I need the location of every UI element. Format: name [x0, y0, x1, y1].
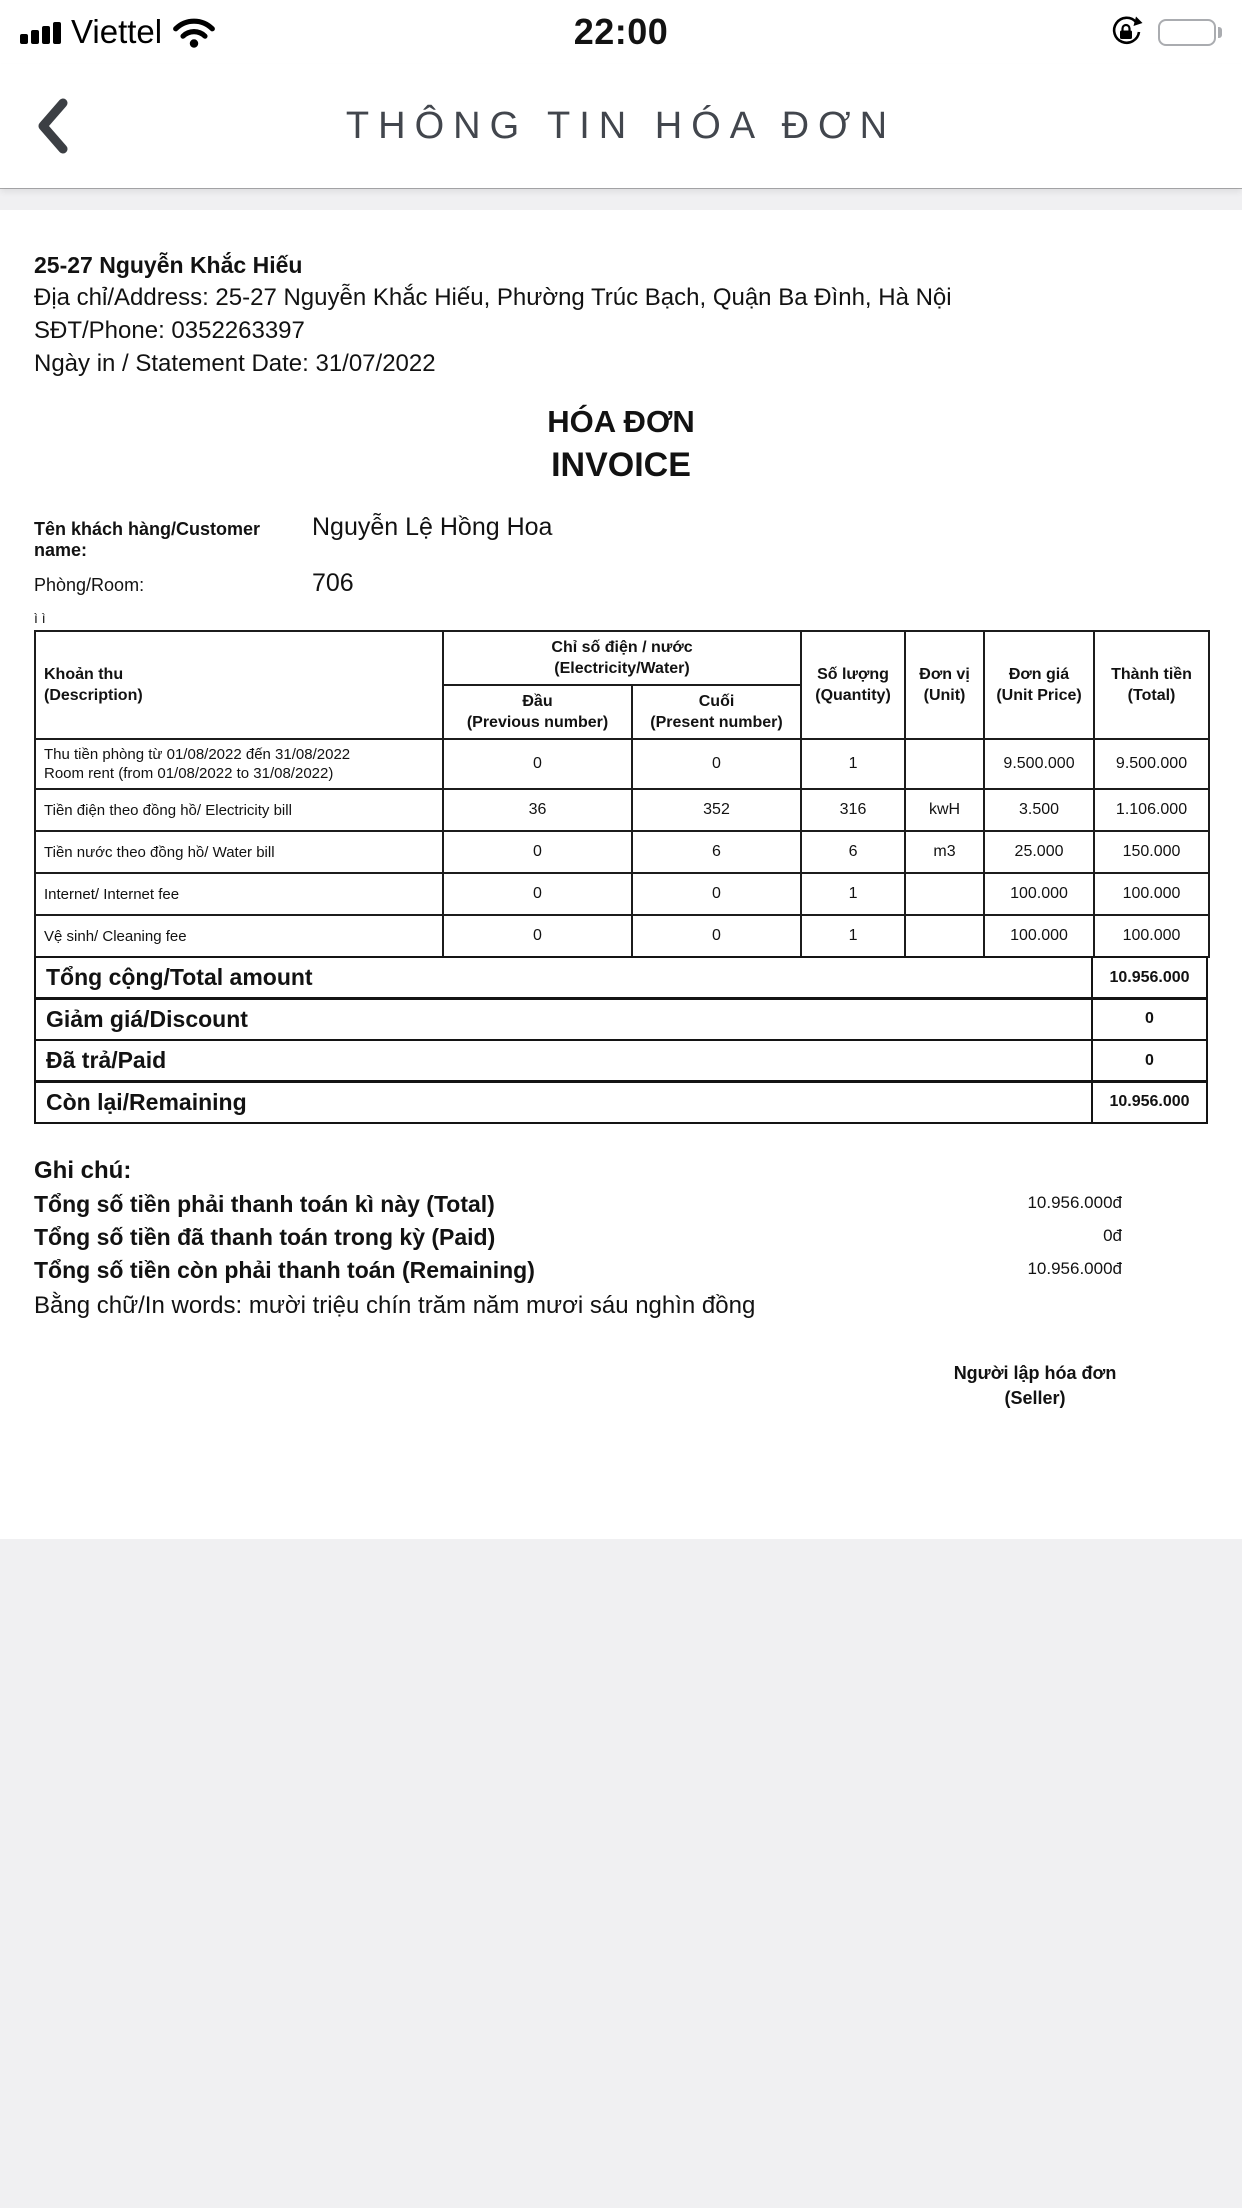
- col-header-previous: Đầu (Previous number): [443, 685, 632, 739]
- room-label: Phòng/Room:: [34, 575, 145, 595]
- seller-line-en: (Seller): [1004, 1388, 1066, 1408]
- lessor-name: 25-27 Nguyễn Khắc Hiếu: [34, 252, 303, 278]
- summary-row-discount: Giảm giá/Discount 0: [34, 997, 1208, 1041]
- clock: 22:00: [573, 11, 669, 52]
- table-row: Internet/ Internet fee 0 0 1 100.000 100.000: [35, 873, 1209, 915]
- note-line-total: Tổng số tiền phải thanh toán kì này (Total) 10.956.000đ: [34, 1191, 1122, 1217]
- note-line-remaining: Tổng số tiền còn phải thanh toán (Remaining) 10.956.000đ: [34, 1257, 1122, 1283]
- seller-signature-block: [870, 1361, 1200, 1411]
- summary-block: [34, 956, 1208, 1125]
- notes-title: Ghi chú:: [34, 1157, 132, 1184]
- statement-date: Ngày in / Statement Date: 31/07/2022: [34, 350, 436, 377]
- col-header-description: Khoản thu (Description): [35, 631, 443, 739]
- customer-name-value: Nguyễn Lệ Hồng Hoa: [312, 513, 553, 541]
- table-row: Tiền nước theo đồng hồ/ Water bill 0 6 6 m3 25.000 150.000: [35, 831, 1209, 873]
- header-content-gap: [0, 188, 1242, 210]
- invoice-title-vi: HÓA ĐƠN: [547, 404, 695, 439]
- orientation-lock-icon: [1109, 15, 1143, 49]
- room-value: 706: [312, 569, 354, 597]
- col-header-meter-group: Chỉ số điện / nước (Electricity/Water): [443, 631, 801, 685]
- invoice-title-en: INVOICE: [551, 446, 691, 484]
- notes-block: [34, 1154, 1208, 1323]
- table-row: Thu tiền phòng từ 01/08/2022 đến 31/08/2022 Room rent (from 01/08/2022 to 31/08/2022) 0 0 1 9.500.000 9.500.000: [35, 739, 1209, 789]
- carrier-label: Viettel: [71, 13, 163, 50]
- page-title: THÔNG TIN HÓA ĐƠN: [345, 104, 897, 147]
- seller-line-vi: Người lập hóa đơn: [953, 1363, 1117, 1383]
- customer-block: [34, 513, 1208, 598]
- charges-table: [34, 630, 1210, 958]
- summary-row-total: Tổng cộng/Total amount 10.956.000: [34, 956, 1208, 1000]
- customer-name-label: Tên khách hàng/Customer name:: [34, 519, 261, 560]
- note-line-paid: Tổng số tiền đã thanh toán trong kỳ (Paid) 0đ: [34, 1224, 1122, 1250]
- col-header-present: Cuối (Present number): [632, 685, 801, 739]
- back-chevron-icon: [34, 97, 70, 155]
- battery-icon: [1158, 19, 1216, 46]
- col-header-total: Thành tiền (Total): [1094, 631, 1209, 739]
- customer-room-row: [34, 569, 1208, 598]
- status-bar-right: [1109, 0, 1216, 64]
- col-header-quantity: Số lượng (Quantity): [801, 631, 905, 739]
- col-header-unit: Đơn vị (Unit): [905, 631, 984, 739]
- lessor-phone: SĐT/Phone: 0352263397: [34, 317, 305, 344]
- table-row: Vệ sinh/ Cleaning fee 0 0 1 100.000 100.000: [35, 915, 1209, 957]
- status-bar: [0, 0, 1242, 64]
- summary-row-remaining: Còn lại/Remaining 10.956.000: [34, 1080, 1208, 1124]
- stray-text: ì ì: [34, 610, 46, 626]
- amount-in-words: Bằng chữ/In words: mười triệu chín trăm năm mươi sáu nghìn đồng: [34, 1292, 756, 1319]
- summary-row-paid: Đã trả/Paid 0: [34, 1039, 1208, 1083]
- table-header-row-1: [35, 631, 1209, 685]
- customer-name-row: [34, 513, 1208, 561]
- nav-header: [0, 64, 1242, 188]
- col-header-unit-price: Đơn giá (Unit Price): [984, 631, 1094, 739]
- table-row: Tiền điện theo đồng hồ/ Electricity bill 36 352 316 kwH 3.500 1.106.000: [35, 789, 1209, 831]
- invoice-sheet: [0, 210, 1242, 1539]
- back-button[interactable]: [34, 95, 84, 157]
- lessor-address: Địa chỉ/Address: 25-27 Nguyễn Khắc Hiếu, Phường Trúc Bạch, Quận Ba Đình, Hà Nội: [34, 284, 952, 311]
